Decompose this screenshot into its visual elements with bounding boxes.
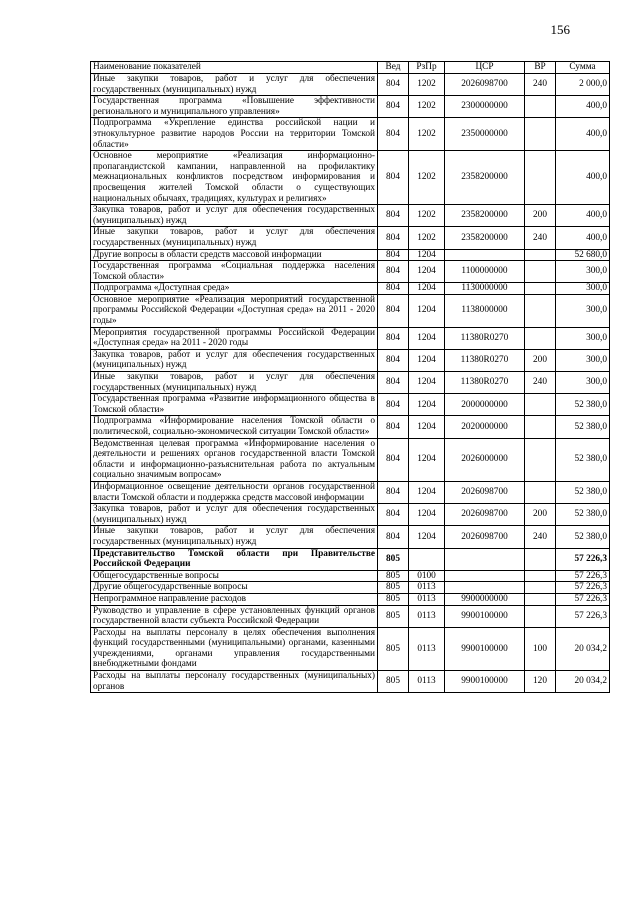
row-vr: 240 [525, 74, 556, 96]
row-rzpr: 1204 [409, 504, 445, 526]
table-row [91, 327, 610, 349]
row-rzpr: 0113 [409, 593, 445, 605]
row-rzpr: 1204 [409, 294, 445, 327]
row-name: Закупка товаров, работ и услуг для обеспечения государственных (муниципальных) нужд [91, 504, 378, 526]
row-sum: 400,0 [556, 151, 610, 205]
row-name: Иные закупки товаров, работ и услуг для обеспечения государственных (муниципальных) нужд [91, 227, 378, 249]
row-sum: 52 380,0 [556, 438, 610, 481]
row-vr [525, 416, 556, 438]
row-csr [445, 548, 525, 570]
row-vr [525, 261, 556, 283]
row-ved: 805 [378, 627, 409, 670]
row-vr [525, 283, 556, 295]
table-row [91, 283, 610, 295]
row-name: Другие вопросы в области средств массовой информации [91, 249, 378, 261]
row-sum: 57 226,3 [556, 570, 610, 582]
row-sum: 20 034,2 [556, 671, 610, 693]
row-name: Ведомственная целевая программа «Информирование населения о деятельности и решениях органов государственной власти Томской области и информационно-разъяснительная работа по актуальным социально значимым вопросам» [91, 438, 378, 481]
row-name: Государственная программа «Развитие информационного общества в Томской области» [91, 394, 378, 416]
row-ved: 804 [378, 205, 409, 227]
row-rzpr: 1202 [409, 205, 445, 227]
row-vr [525, 481, 556, 503]
header-name: Наименование показателей [91, 62, 378, 74]
row-ved: 804 [378, 504, 409, 526]
row-ved: 804 [378, 96, 409, 118]
row-vr [525, 394, 556, 416]
row-rzpr: 1204 [409, 327, 445, 349]
row-ved: 804 [378, 283, 409, 295]
row-name: Руководство и управление в сфере установленных функций органов государственной власти субъекта Российской Федерации [91, 605, 378, 627]
row-ved: 804 [378, 394, 409, 416]
row-rzpr: 1204 [409, 438, 445, 481]
row-csr: 2358200000 [445, 205, 525, 227]
table-row [91, 151, 610, 205]
row-sum: 57 226,3 [556, 548, 610, 570]
row-vr: 240 [525, 227, 556, 249]
row-rzpr: 0113 [409, 671, 445, 693]
row-name: Основное мероприятие «Реализация информационно-пропагандистской кампании, направленной на профилактику межнациональных конфликтов посредством информирования и просвещения жителей Томской области о существующих национальных обычаях, традициях, культурах и религиях» [91, 151, 378, 205]
row-csr: 11380R0270 [445, 327, 525, 349]
row-ved: 804 [378, 372, 409, 394]
row-ved: 804 [378, 349, 409, 371]
row-sum: 300,0 [556, 283, 610, 295]
row-rzpr: 0113 [409, 605, 445, 627]
row-sum: 300,0 [556, 372, 610, 394]
row-vr [525, 151, 556, 205]
row-csr: 9900100000 [445, 605, 525, 627]
row-vr: 120 [525, 671, 556, 693]
row-csr: 11380R0270 [445, 372, 525, 394]
row-rzpr: 1204 [409, 261, 445, 283]
row-ved: 804 [378, 327, 409, 349]
row-sum: 52 380,0 [556, 481, 610, 503]
table-row [91, 261, 610, 283]
row-csr: 2358200000 [445, 227, 525, 249]
row-vr: 100 [525, 627, 556, 670]
table-row [91, 605, 610, 627]
row-name: Иные закупки товаров, работ и услуг для обеспечения государственных (муниципальных) нужд [91, 74, 378, 96]
table-row [91, 74, 610, 96]
row-csr [445, 582, 525, 594]
row-ved: 804 [378, 74, 409, 96]
row-rzpr: 0100 [409, 570, 445, 582]
row-vr [525, 96, 556, 118]
row-ved: 804 [378, 249, 409, 261]
row-rzpr: 1204 [409, 416, 445, 438]
row-sum: 300,0 [556, 261, 610, 283]
row-sum: 52 380,0 [556, 504, 610, 526]
row-csr: 2300000000 [445, 96, 525, 118]
row-sum: 57 226,3 [556, 605, 610, 627]
row-vr [525, 548, 556, 570]
row-sum: 57 226,3 [556, 593, 610, 605]
header-csr: ЦСР [445, 62, 525, 74]
row-name: Подпрограмма «Доступная среда» [91, 283, 378, 295]
row-name: Подпрограмма «Информирование населения Томской области о политической, социально-экономической ситуации Томской области» [91, 416, 378, 438]
row-csr: 1138000000 [445, 294, 525, 327]
table-row [91, 118, 610, 151]
row-name: Представительство Томской области при Правительстве Российской Федерации [91, 548, 378, 570]
header-rzpr: РзПр [409, 62, 445, 74]
row-vr [525, 294, 556, 327]
row-sum: 52 380,0 [556, 394, 610, 416]
row-rzpr: 1202 [409, 227, 445, 249]
row-vr: 200 [525, 349, 556, 371]
row-vr: 200 [525, 504, 556, 526]
row-csr: 11380R0270 [445, 349, 525, 371]
row-csr: 9900100000 [445, 627, 525, 670]
table-row [91, 205, 610, 227]
table-row [91, 548, 610, 570]
row-ved: 804 [378, 118, 409, 151]
row-name: Непрограммное направление расходов [91, 593, 378, 605]
row-name: Расходы на выплаты персоналу в целях обеспечения выполнения функций государственными (муниципальными) органами, казенными учреждениями, органами управления государственными внебюджетными фондами [91, 627, 378, 670]
row-csr: 2026098700 [445, 504, 525, 526]
table-row [91, 627, 610, 670]
row-sum: 52 380,0 [556, 526, 610, 548]
page-number: 156 [550, 22, 570, 37]
row-name: Подпрограмма «Укрепление единства российской нации и этнокультурное развитие народов России на территории Томской области» [91, 118, 378, 151]
row-ved: 805 [378, 570, 409, 582]
row-rzpr: 1204 [409, 372, 445, 394]
row-name: Другие общегосударственные вопросы [91, 582, 378, 594]
table-row [91, 394, 610, 416]
row-csr [445, 249, 525, 261]
header-sum: Сумма [556, 62, 610, 74]
row-ved: 804 [378, 416, 409, 438]
table-row [91, 416, 610, 438]
row-csr: 9900100000 [445, 671, 525, 693]
row-rzpr: 1204 [409, 481, 445, 503]
row-csr: 2358200000 [445, 151, 525, 205]
table-row [91, 504, 610, 526]
row-vr [525, 570, 556, 582]
row-rzpr: 1204 [409, 283, 445, 295]
row-name: Основное мероприятие «Реализация мероприятий государственной программы Российской Федерации «Доступная среда» на 2011 - 2020 годы» [91, 294, 378, 327]
row-name: Закупка товаров, работ и услуг для обеспечения государственных (муниципальных) нужд [91, 205, 378, 227]
row-csr: 2026098700 [445, 74, 525, 96]
header-ved: Вед [378, 62, 409, 74]
row-name: Закупка товаров, работ и услуг для обеспечения государственных (муниципальных) нужд [91, 349, 378, 371]
row-rzpr: 1202 [409, 74, 445, 96]
row-sum: 300,0 [556, 327, 610, 349]
table-row [91, 671, 610, 693]
row-sum: 52 380,0 [556, 416, 610, 438]
row-rzpr: 1202 [409, 151, 445, 205]
row-rzpr: 1202 [409, 96, 445, 118]
row-csr: 2000000000 [445, 394, 525, 416]
row-vr: 240 [525, 526, 556, 548]
row-ved: 804 [378, 227, 409, 249]
row-csr: 1100000000 [445, 261, 525, 283]
row-name: Государственная программа «Социальная поддержка населения Томской области» [91, 261, 378, 283]
row-ved: 805 [378, 593, 409, 605]
table-row [91, 570, 610, 582]
row-vr [525, 249, 556, 261]
table-row [91, 349, 610, 371]
table-header-row [91, 62, 610, 74]
row-sum: 52 680,0 [556, 249, 610, 261]
row-rzpr: 0113 [409, 582, 445, 594]
table-row [91, 438, 610, 481]
row-csr: 2026098700 [445, 526, 525, 548]
row-csr: 9900000000 [445, 593, 525, 605]
table-row [91, 481, 610, 503]
row-sum: 20 034,2 [556, 627, 610, 670]
row-csr: 2020000000 [445, 416, 525, 438]
row-ved: 805 [378, 605, 409, 627]
row-ved: 804 [378, 526, 409, 548]
row-vr [525, 582, 556, 594]
row-vr [525, 438, 556, 481]
row-csr: 2026098700 [445, 481, 525, 503]
row-sum: 57 226,3 [556, 582, 610, 594]
table-row [91, 526, 610, 548]
row-name: Иные закупки товаров, работ и услуг для обеспечения государственных (муниципальных) нужд [91, 372, 378, 394]
row-csr: 2026000000 [445, 438, 525, 481]
row-sum: 300,0 [556, 294, 610, 327]
row-rzpr: 0113 [409, 627, 445, 670]
row-ved: 804 [378, 294, 409, 327]
row-vr: 200 [525, 205, 556, 227]
row-vr: 240 [525, 372, 556, 394]
row-ved: 804 [378, 481, 409, 503]
row-name: Государственная программа «Повышение эффективности регионального и муниципального управления» [91, 96, 378, 118]
table-row [91, 96, 610, 118]
row-csr [445, 570, 525, 582]
row-ved: 805 [378, 582, 409, 594]
row-name: Расходы на выплаты персоналу государственных (муниципальных) органов [91, 671, 378, 693]
row-sum: 400,0 [556, 96, 610, 118]
row-name: Иные закупки товаров, работ и услуг для обеспечения государственных (муниципальных) нужд [91, 526, 378, 548]
row-ved: 805 [378, 671, 409, 693]
row-sum: 400,0 [556, 118, 610, 151]
row-vr [525, 118, 556, 151]
row-rzpr [409, 548, 445, 570]
table-row [91, 593, 610, 605]
row-sum: 400,0 [556, 205, 610, 227]
row-vr [525, 327, 556, 349]
row-name: Мероприятия государственной программы Российской Федерации «Доступная среда» на 2011 - 2020 годы [91, 327, 378, 349]
table-row [91, 582, 610, 594]
table-row [91, 372, 610, 394]
budget-table [90, 61, 610, 693]
row-name: Общегосударственные вопросы [91, 570, 378, 582]
row-vr [525, 605, 556, 627]
row-rzpr: 1204 [409, 526, 445, 548]
row-sum: 400,0 [556, 227, 610, 249]
header-vr: ВР [525, 62, 556, 74]
row-name: Информационное освещение деятельности органов государственной власти Томской области и поддержка средств массовой информации [91, 481, 378, 503]
table-row [91, 227, 610, 249]
row-rzpr: 1204 [409, 349, 445, 371]
row-sum: 2 000,0 [556, 74, 610, 96]
row-csr: 1130000000 [445, 283, 525, 295]
row-ved: 804 [378, 261, 409, 283]
row-sum: 300,0 [556, 349, 610, 371]
row-rzpr: 1202 [409, 118, 445, 151]
row-csr: 2350000000 [445, 118, 525, 151]
row-vr [525, 593, 556, 605]
table-row [91, 294, 610, 327]
row-ved: 804 [378, 438, 409, 481]
row-rzpr: 1204 [409, 394, 445, 416]
table-row [91, 249, 610, 261]
row-rzpr: 1204 [409, 249, 445, 261]
row-ved: 805 [378, 548, 409, 570]
row-ved: 804 [378, 151, 409, 205]
